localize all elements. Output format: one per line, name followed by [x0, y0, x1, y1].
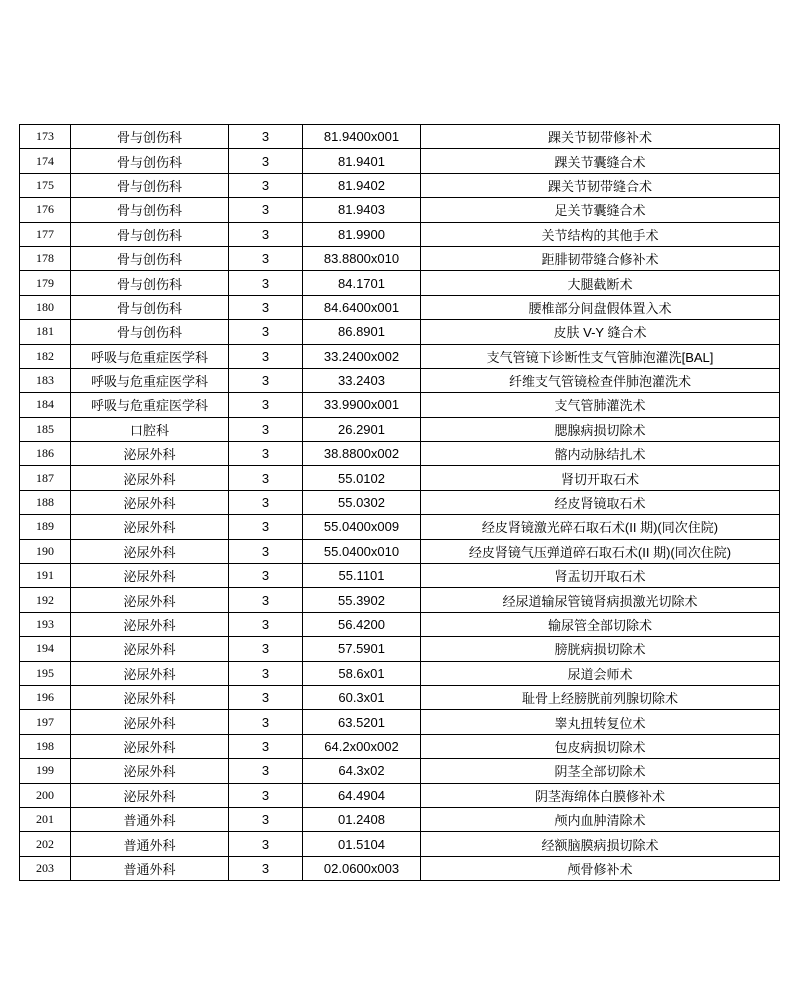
level-cell: 3: [229, 246, 303, 270]
procedure-code-cell: 83.8800x010: [303, 246, 421, 270]
department-cell: 口腔科: [71, 417, 229, 441]
table-row: [20, 490, 780, 514]
level-cell: 3: [229, 344, 303, 368]
level-cell: 3: [229, 685, 303, 709]
procedure-code-cell: 81.9403: [303, 198, 421, 222]
table-row: [20, 588, 780, 612]
row-number-cell: 185: [20, 417, 71, 441]
procedure-name-cell: 足关节囊缝合术: [421, 198, 780, 222]
procedure-code-cell: 33.2400x002: [303, 344, 421, 368]
department-cell: 泌尿外科: [71, 442, 229, 466]
row-number-cell: 174: [20, 149, 71, 173]
table-row: [20, 564, 780, 588]
level-cell: 3: [229, 832, 303, 856]
procedure-table: [19, 124, 780, 881]
procedure-code-cell: 64.3x02: [303, 759, 421, 783]
table-row: [20, 149, 780, 173]
level-cell: 3: [229, 149, 303, 173]
procedure-code-cell: 84.1701: [303, 271, 421, 295]
table-row: [20, 417, 780, 441]
table-row: [20, 832, 780, 856]
procedure-code-cell: 55.0302: [303, 490, 421, 514]
table-body: [20, 125, 780, 881]
procedure-name-cell: 膀胱病损切除术: [421, 637, 780, 661]
level-cell: 3: [229, 807, 303, 831]
table-row: [20, 856, 780, 880]
procedure-code-cell: 55.3902: [303, 588, 421, 612]
level-cell: 3: [229, 320, 303, 344]
level-cell: 3: [229, 759, 303, 783]
level-cell: 3: [229, 417, 303, 441]
table-row: [20, 393, 780, 417]
department-cell: 骨与创伤科: [71, 295, 229, 319]
table-row: [20, 295, 780, 319]
row-number-cell: 196: [20, 685, 71, 709]
procedure-name-cell: 大腿截断术: [421, 271, 780, 295]
table-row: [20, 734, 780, 758]
department-cell: 泌尿外科: [71, 661, 229, 685]
procedure-code-cell: 56.4200: [303, 612, 421, 636]
procedure-code-cell: 58.6x01: [303, 661, 421, 685]
row-number-cell: 178: [20, 246, 71, 270]
procedure-name-cell: 尿道会师术: [421, 661, 780, 685]
row-number-cell: 188: [20, 490, 71, 514]
table-row: [20, 173, 780, 197]
procedure-name-cell: 阴茎海绵体白膜修补术: [421, 783, 780, 807]
procedure-code-cell: 81.9402: [303, 173, 421, 197]
table-row: [20, 759, 780, 783]
row-number-cell: 175: [20, 173, 71, 197]
level-cell: 3: [229, 198, 303, 222]
procedure-name-cell: 睾丸扭转复位术: [421, 710, 780, 734]
department-cell: 骨与创伤科: [71, 125, 229, 149]
department-cell: 骨与创伤科: [71, 149, 229, 173]
procedure-name-cell: 肾盂切开取石术: [421, 564, 780, 588]
level-cell: 3: [229, 466, 303, 490]
row-number-cell: 191: [20, 564, 71, 588]
table-row: [20, 222, 780, 246]
department-cell: 骨与创伤科: [71, 271, 229, 295]
table-row: [20, 344, 780, 368]
procedure-name-cell: 皮肤 V-Y 缝合术: [421, 320, 780, 344]
procedure-name-cell: 输尿管全部切除术: [421, 612, 780, 636]
procedure-name-cell: 髂内动脉结扎术: [421, 442, 780, 466]
department-cell: 呼吸与危重症医学科: [71, 368, 229, 392]
procedure-code-cell: 57.5901: [303, 637, 421, 661]
table-row: [20, 466, 780, 490]
row-number-cell: 203: [20, 856, 71, 880]
table-row: [20, 807, 780, 831]
procedure-name-cell: 耻骨上经膀胱前列腺切除术: [421, 685, 780, 709]
row-number-cell: 200: [20, 783, 71, 807]
procedure-name-cell: 距腓韧带缝合修补术: [421, 246, 780, 270]
level-cell: 3: [229, 588, 303, 612]
procedure-code-cell: 26.2901: [303, 417, 421, 441]
procedure-code-cell: 60.3x01: [303, 685, 421, 709]
level-cell: 3: [229, 271, 303, 295]
row-number-cell: 198: [20, 734, 71, 758]
department-cell: 泌尿外科: [71, 783, 229, 807]
procedure-name-cell: 支气管肺灌洗术: [421, 393, 780, 417]
level-cell: 3: [229, 295, 303, 319]
level-cell: 3: [229, 612, 303, 636]
procedure-name-cell: 颅骨修补术: [421, 856, 780, 880]
department-cell: 泌尿外科: [71, 710, 229, 734]
procedure-code-cell: 55.0102: [303, 466, 421, 490]
table-row: [20, 246, 780, 270]
procedure-name-cell: 关节结构的其他手术: [421, 222, 780, 246]
table-row: [20, 198, 780, 222]
department-cell: 泌尿外科: [71, 759, 229, 783]
procedure-code-cell: 81.9900: [303, 222, 421, 246]
department-cell: 泌尿外科: [71, 685, 229, 709]
row-number-cell: 177: [20, 222, 71, 246]
procedure-code-cell: 01.5104: [303, 832, 421, 856]
procedure-name-cell: 肾切开取石术: [421, 466, 780, 490]
row-number-cell: 186: [20, 442, 71, 466]
procedure-name-cell: 腰椎部分间盘假体置入术: [421, 295, 780, 319]
table-row: [20, 442, 780, 466]
procedure-code-cell: 38.8800x002: [303, 442, 421, 466]
row-number-cell: 176: [20, 198, 71, 222]
level-cell: 3: [229, 564, 303, 588]
level-cell: 3: [229, 637, 303, 661]
table-row: [20, 710, 780, 734]
level-cell: 3: [229, 734, 303, 758]
row-number-cell: 187: [20, 466, 71, 490]
row-number-cell: 184: [20, 393, 71, 417]
row-number-cell: 193: [20, 612, 71, 636]
department-cell: 普通外科: [71, 832, 229, 856]
level-cell: 3: [229, 515, 303, 539]
procedure-code-cell: 01.2408: [303, 807, 421, 831]
level-cell: 3: [229, 368, 303, 392]
procedure-name-cell: 踝关节韧带缝合术: [421, 173, 780, 197]
table-row: [20, 783, 780, 807]
row-number-cell: 179: [20, 271, 71, 295]
table-row: [20, 637, 780, 661]
table-row: [20, 515, 780, 539]
level-cell: 3: [229, 393, 303, 417]
procedure-code-cell: 33.9900x001: [303, 393, 421, 417]
procedure-code-cell: 86.8901: [303, 320, 421, 344]
procedure-name-cell: 阴茎全部切除术: [421, 759, 780, 783]
department-cell: 普通外科: [71, 807, 229, 831]
row-number-cell: 180: [20, 295, 71, 319]
procedure-name-cell: 颅内血肿清除术: [421, 807, 780, 831]
row-number-cell: 197: [20, 710, 71, 734]
department-cell: 泌尿外科: [71, 515, 229, 539]
table-row: [20, 685, 780, 709]
department-cell: 骨与创伤科: [71, 198, 229, 222]
procedure-code-cell: 64.2x00x002: [303, 734, 421, 758]
row-number-cell: 194: [20, 637, 71, 661]
procedure-name-cell: 纤维支气管镜检查伴肺泡灌洗术: [421, 368, 780, 392]
row-number-cell: 183: [20, 368, 71, 392]
procedure-name-cell: 腮腺病损切除术: [421, 417, 780, 441]
procedure-code-cell: 84.6400x001: [303, 295, 421, 319]
procedure-name-cell: 包皮病损切除术: [421, 734, 780, 758]
procedure-name-cell: 经额脑膜病损切除术: [421, 832, 780, 856]
table-row: [20, 661, 780, 685]
row-number-cell: 173: [20, 125, 71, 149]
procedure-code-cell: 55.0400x010: [303, 539, 421, 563]
department-cell: 骨与创伤科: [71, 173, 229, 197]
procedure-name-cell: 经皮肾镜气压弹道碎石取石术(II 期)(同次住院): [421, 539, 780, 563]
procedure-code-cell: 81.9400x001: [303, 125, 421, 149]
row-number-cell: 182: [20, 344, 71, 368]
department-cell: 泌尿外科: [71, 612, 229, 636]
table-row: [20, 368, 780, 392]
row-number-cell: 181: [20, 320, 71, 344]
level-cell: 3: [229, 442, 303, 466]
department-cell: 泌尿外科: [71, 637, 229, 661]
department-cell: 泌尿外科: [71, 564, 229, 588]
department-cell: 泌尿外科: [71, 466, 229, 490]
table-row: [20, 612, 780, 636]
level-cell: 3: [229, 661, 303, 685]
level-cell: 3: [229, 856, 303, 880]
row-number-cell: 192: [20, 588, 71, 612]
procedure-name-cell: 经皮肾镜激光碎石取石术(II 期)(同次住院): [421, 515, 780, 539]
department-cell: 普通外科: [71, 856, 229, 880]
procedure-code-cell: 55.0400x009: [303, 515, 421, 539]
row-number-cell: 189: [20, 515, 71, 539]
row-number-cell: 195: [20, 661, 71, 685]
procedure-name-cell: 踝关节韧带修补术: [421, 125, 780, 149]
table-row: [20, 271, 780, 295]
procedure-name-cell: 经皮肾镜取石术: [421, 490, 780, 514]
department-cell: 呼吸与危重症医学科: [71, 344, 229, 368]
table-row: [20, 539, 780, 563]
department-cell: 泌尿外科: [71, 588, 229, 612]
table-row: [20, 320, 780, 344]
department-cell: 泌尿外科: [71, 734, 229, 758]
row-number-cell: 190: [20, 539, 71, 563]
procedure-name-cell: 支气管镜下诊断性支气管肺泡灌洗[BAL]: [421, 344, 780, 368]
procedure-name-cell: 踝关节囊缝合术: [421, 149, 780, 173]
department-cell: 骨与创伤科: [71, 222, 229, 246]
level-cell: 3: [229, 490, 303, 514]
level-cell: 3: [229, 710, 303, 734]
row-number-cell: 202: [20, 832, 71, 856]
department-cell: 呼吸与危重症医学科: [71, 393, 229, 417]
procedure-code-cell: 55.1101: [303, 564, 421, 588]
department-cell: 骨与创伤科: [71, 320, 229, 344]
procedure-code-cell: 02.0600x003: [303, 856, 421, 880]
department-cell: 泌尿外科: [71, 539, 229, 563]
procedure-code-cell: 63.5201: [303, 710, 421, 734]
department-cell: 泌尿外科: [71, 490, 229, 514]
level-cell: 3: [229, 173, 303, 197]
level-cell: 3: [229, 783, 303, 807]
table-row: [20, 125, 780, 149]
procedure-code-cell: 81.9401: [303, 149, 421, 173]
row-number-cell: 201: [20, 807, 71, 831]
procedure-name-cell: 经尿道输尿管镜肾病损激光切除术: [421, 588, 780, 612]
level-cell: 3: [229, 222, 303, 246]
procedure-code-cell: 33.2403: [303, 368, 421, 392]
procedure-code-cell: 64.4904: [303, 783, 421, 807]
level-cell: 3: [229, 125, 303, 149]
row-number-cell: 199: [20, 759, 71, 783]
level-cell: 3: [229, 539, 303, 563]
department-cell: 骨与创伤科: [71, 246, 229, 270]
